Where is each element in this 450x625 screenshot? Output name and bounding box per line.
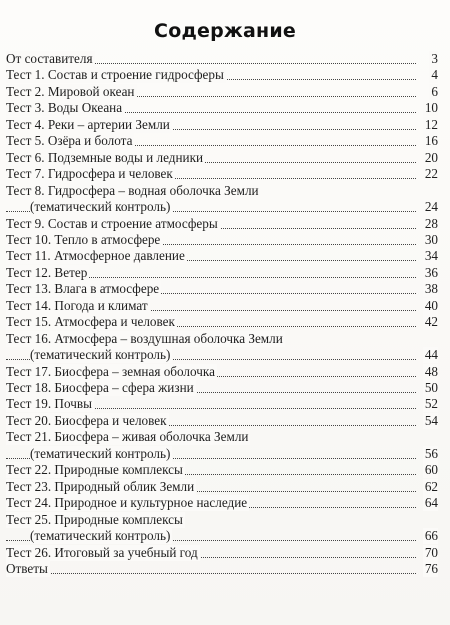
toc-entry-label: Тест 3. Воды Океана: [6, 100, 123, 116]
toc-entry: [6, 512, 438, 528]
toc-entry-continuation: (тематический контроль): [30, 199, 171, 215]
toc-entry: [6, 281, 438, 297]
toc-entry: [6, 248, 438, 264]
toc-entry: [6, 183, 438, 199]
toc-entry-label: Тест 20. Биосфера и человек: [6, 412, 167, 428]
toc-entry-label: Тест 11. Атмосферное давление: [6, 248, 185, 264]
toc-entry-continuation: (тематический контроль): [30, 528, 171, 544]
page-title: Содержание: [154, 20, 296, 42]
toc-entry-label: Тест 24. Природное и культурное наследие: [6, 495, 248, 511]
toc-entry-label: Тест 26. Итоговый за учебный год: [6, 544, 198, 560]
toc-entry: [6, 413, 438, 429]
toc-entry-page: 76: [424, 560, 438, 576]
toc-entry-page: 50: [424, 380, 438, 395]
toc-entry-page: 36: [424, 264, 438, 280]
toc-entry: [6, 216, 438, 232]
toc-entry-continuation-row: [6, 446, 438, 462]
toc-entry-page: 38: [424, 281, 438, 297]
toc-entry-page: 22: [424, 166, 438, 182]
toc-entry-page: 10: [424, 100, 438, 116]
toc-entry: [6, 396, 438, 412]
toc-entry-label: Тест 14. Погода и климат: [6, 297, 148, 313]
toc-entry-label: Тест 12. Ветер: [6, 264, 88, 280]
toc-entry: [6, 51, 438, 67]
toc-entry-continuation-row: [6, 199, 438, 215]
toc-entry-label: Тест 1. Состав и строение гидросферы: [6, 67, 224, 83]
toc-entry-label: Тест 5. Озёра и болота: [6, 133, 133, 149]
toc-entry: [6, 265, 438, 281]
toc-entry-label: Тест 6. Подземные воды и ледники: [6, 149, 204, 165]
toc-entry: [6, 150, 438, 166]
toc-entry-page: 34: [424, 248, 438, 264]
toc-entry-label: Тест 25. Природные комплексы: [6, 511, 183, 527]
toc-entry-label: Тест 4. Реки – артерии Земли: [6, 116, 170, 132]
toc-entry: [6, 364, 438, 380]
toc-entry-page: 44: [424, 347, 438, 363]
toc-entry-continuation-row: [6, 347, 438, 363]
toc-entry-label: Тест 18. Биосфера – сфера жизни: [6, 380, 194, 395]
toc-entry-label: Тест 2. Мировой океан: [6, 83, 135, 99]
toc-entry: [6, 166, 438, 182]
toc-entry: [6, 495, 438, 511]
toc-entry: [6, 232, 438, 248]
toc-entry-label: Тест 17. Биосфера – земная оболочка: [6, 363, 215, 379]
toc-entry-page: 6: [431, 83, 438, 99]
toc-entry-page: 56: [424, 445, 438, 461]
toc-entry-label: Тест 8. Гидросфера – водная оболочка Земли: [6, 182, 259, 198]
toc-entry-page: 64: [424, 495, 438, 511]
toc-entry-page: 12: [424, 116, 438, 132]
toc-entry-label: Тест 15. Атмосфера и человек: [6, 314, 175, 330]
toc-entry-page: 52: [424, 396, 438, 412]
toc-entry: [6, 380, 438, 396]
toc-entry-page: 24: [424, 199, 438, 215]
toc-entry-label: Тест 16. Атмосфера – воздушная оболочка Земли: [6, 330, 283, 346]
toc-entry: [6, 84, 438, 100]
toc-entry-page: 60: [424, 462, 438, 478]
toc-entry: [6, 479, 438, 495]
toc-entry-label: Тест 7. Гидросфера и человек: [6, 166, 173, 182]
toc-entry-label: Тест 19. Почвы: [6, 396, 92, 412]
toc-entry-page: 40: [424, 297, 438, 313]
toc-entry-continuation-row: [6, 528, 438, 544]
toc-entry-continuation: (тематический контроль): [30, 445, 171, 461]
toc-entry-page: 70: [424, 544, 438, 560]
toc-entry-page: 66: [424, 528, 438, 544]
toc-entry-page: 4: [431, 67, 438, 83]
toc-entry-label: Тест 13. Влага в атмосфере: [6, 281, 160, 297]
toc-entry-label: От составителя: [6, 51, 93, 66]
toc-entry: [6, 331, 438, 347]
toc-entry-continuation: (тематический контроль): [30, 347, 171, 363]
toc-entry-page: 20: [424, 149, 438, 165]
toc-entry-page: 30: [424, 231, 438, 247]
toc-entry-label: Тест 23. Природный облик Земли: [6, 478, 195, 494]
toc-entry-label: Тест 10. Тепло в атмосфере: [6, 231, 161, 247]
toc-entry-label: Тест 21. Биосфера – живая оболочка Земли: [6, 429, 249, 445]
toc-entry: [6, 561, 438, 577]
toc-entry-page: 16: [424, 133, 438, 149]
toc-entry: [6, 429, 438, 445]
toc-entry: [6, 462, 438, 478]
toc-entry: [6, 133, 438, 149]
toc-entry: [6, 298, 438, 314]
toc-entry-page: 28: [424, 215, 438, 231]
toc-entry-page: 62: [424, 478, 438, 494]
toc-entry: [6, 67, 438, 83]
toc-entry-page: 54: [424, 412, 438, 428]
toc-entry: [6, 314, 438, 330]
dot-leader: [6, 573, 416, 574]
toc-entry-page: 3: [431, 51, 438, 66]
toc-entry: [6, 545, 438, 561]
toc-entry: [6, 117, 438, 133]
toc-entry-label: Тест 9. Состав и строение атмосферы: [6, 215, 218, 231]
toc-entry-page: 42: [424, 314, 438, 330]
toc-entry-label: Тест 22. Природные комплексы: [6, 462, 183, 478]
toc-entry: [6, 100, 438, 116]
toc-entry-page: 48: [424, 363, 438, 379]
toc-entry-label: Ответы: [6, 560, 48, 576]
